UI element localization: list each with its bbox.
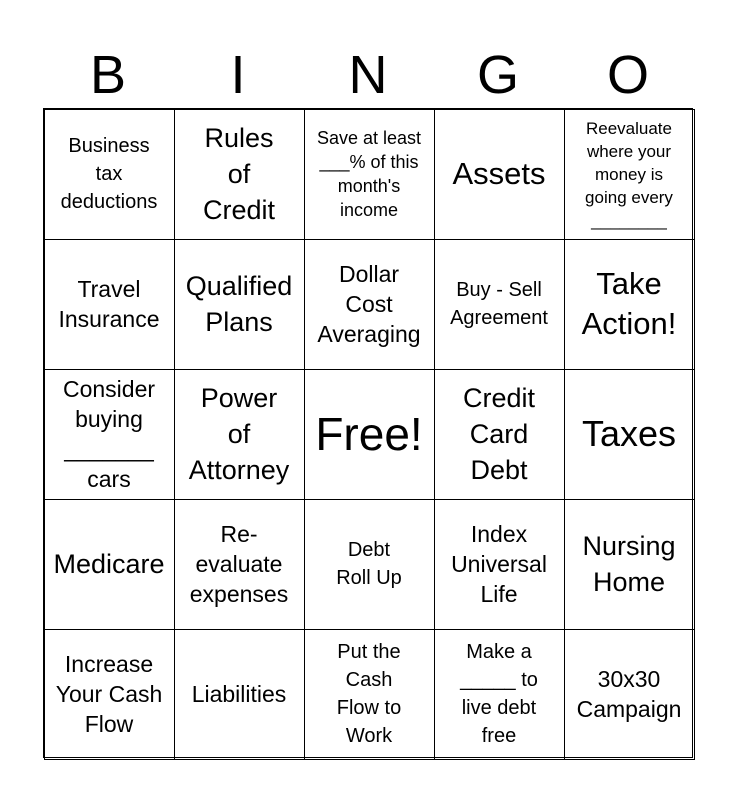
header-letter-i: I: [230, 45, 246, 105]
cell-text: Medicare: [53, 549, 165, 579]
cell-text: 30x30 Campaign: [576, 666, 682, 722]
cell-text: Qualified Plans: [185, 271, 293, 337]
free-space-text: Free!: [315, 408, 423, 460]
cell-text: Re- evaluate expenses: [189, 521, 289, 607]
bingo-cell: [564, 499, 695, 630]
bingo-cell: [44, 109, 175, 240]
cell-text: Rules of Credit: [202, 123, 276, 225]
cell-text: Debt Roll Up: [336, 539, 402, 589]
cell-text: Consider buying _______ cars: [62, 376, 156, 492]
cell-text: Power of Attorney: [188, 383, 290, 485]
cell-text: Credit Card Debt: [462, 383, 536, 485]
cell-text: Travel Insurance: [58, 276, 160, 332]
cell-text: Make a _____ to live debt free: [460, 641, 538, 747]
bingo-cell: [434, 629, 565, 760]
bingo-cell: [44, 239, 175, 370]
bingo-cell: [174, 239, 305, 370]
cell-text: Save at least ___% of this month's income: [316, 128, 422, 220]
bingo-cell: [174, 499, 305, 630]
header-letter-g: G: [476, 45, 519, 105]
free-space-cell: [304, 369, 435, 500]
bingo-cell: [434, 239, 565, 370]
bingo-cell: [304, 629, 435, 760]
header-letter-n: N: [348, 45, 388, 105]
bingo-cell: [564, 239, 695, 370]
bingo-cell: [44, 369, 175, 500]
bingo-cell: [174, 629, 305, 760]
bingo-cell: [304, 239, 435, 370]
cell-text: Business tax deductions: [60, 135, 158, 213]
bingo-cell: [434, 499, 565, 630]
cell-text: Buy - Sell Agreement: [450, 279, 548, 329]
header-letter-o: O: [606, 45, 649, 105]
bingo-cell: [304, 499, 435, 630]
bingo-cell: [434, 369, 565, 500]
cell-text: Assets: [452, 156, 546, 191]
cell-text: Taxes: [581, 413, 677, 454]
cell-text: Take Action!: [581, 266, 677, 341]
cell-text: Reevaluate where your money is going every ________: [585, 118, 673, 230]
cell-text: Put the Cash Flow to Work: [336, 641, 402, 747]
header-letter-b: B: [89, 45, 127, 105]
bingo-card-grid: [43, 108, 693, 758]
bingo-cell: [44, 499, 175, 630]
cell-text: Liabilities: [191, 681, 287, 707]
bingo-cell: [564, 369, 695, 500]
cell-text: Increase Your Cash Flow: [55, 651, 163, 737]
bingo-cell: [174, 369, 305, 500]
bingo-header: [43, 40, 693, 110]
cell-text: Dollar Cost Averaging: [317, 261, 421, 347]
bingo-cell: [44, 629, 175, 760]
cell-text: Nursing Home: [582, 531, 676, 597]
bingo-cell: [434, 109, 565, 240]
bingo-cell: [174, 109, 305, 240]
bingo-cell: [564, 629, 695, 760]
cell-text: Index Universal Life: [451, 521, 547, 607]
bingo-cell: [304, 109, 435, 240]
bingo-cell: [564, 109, 695, 240]
